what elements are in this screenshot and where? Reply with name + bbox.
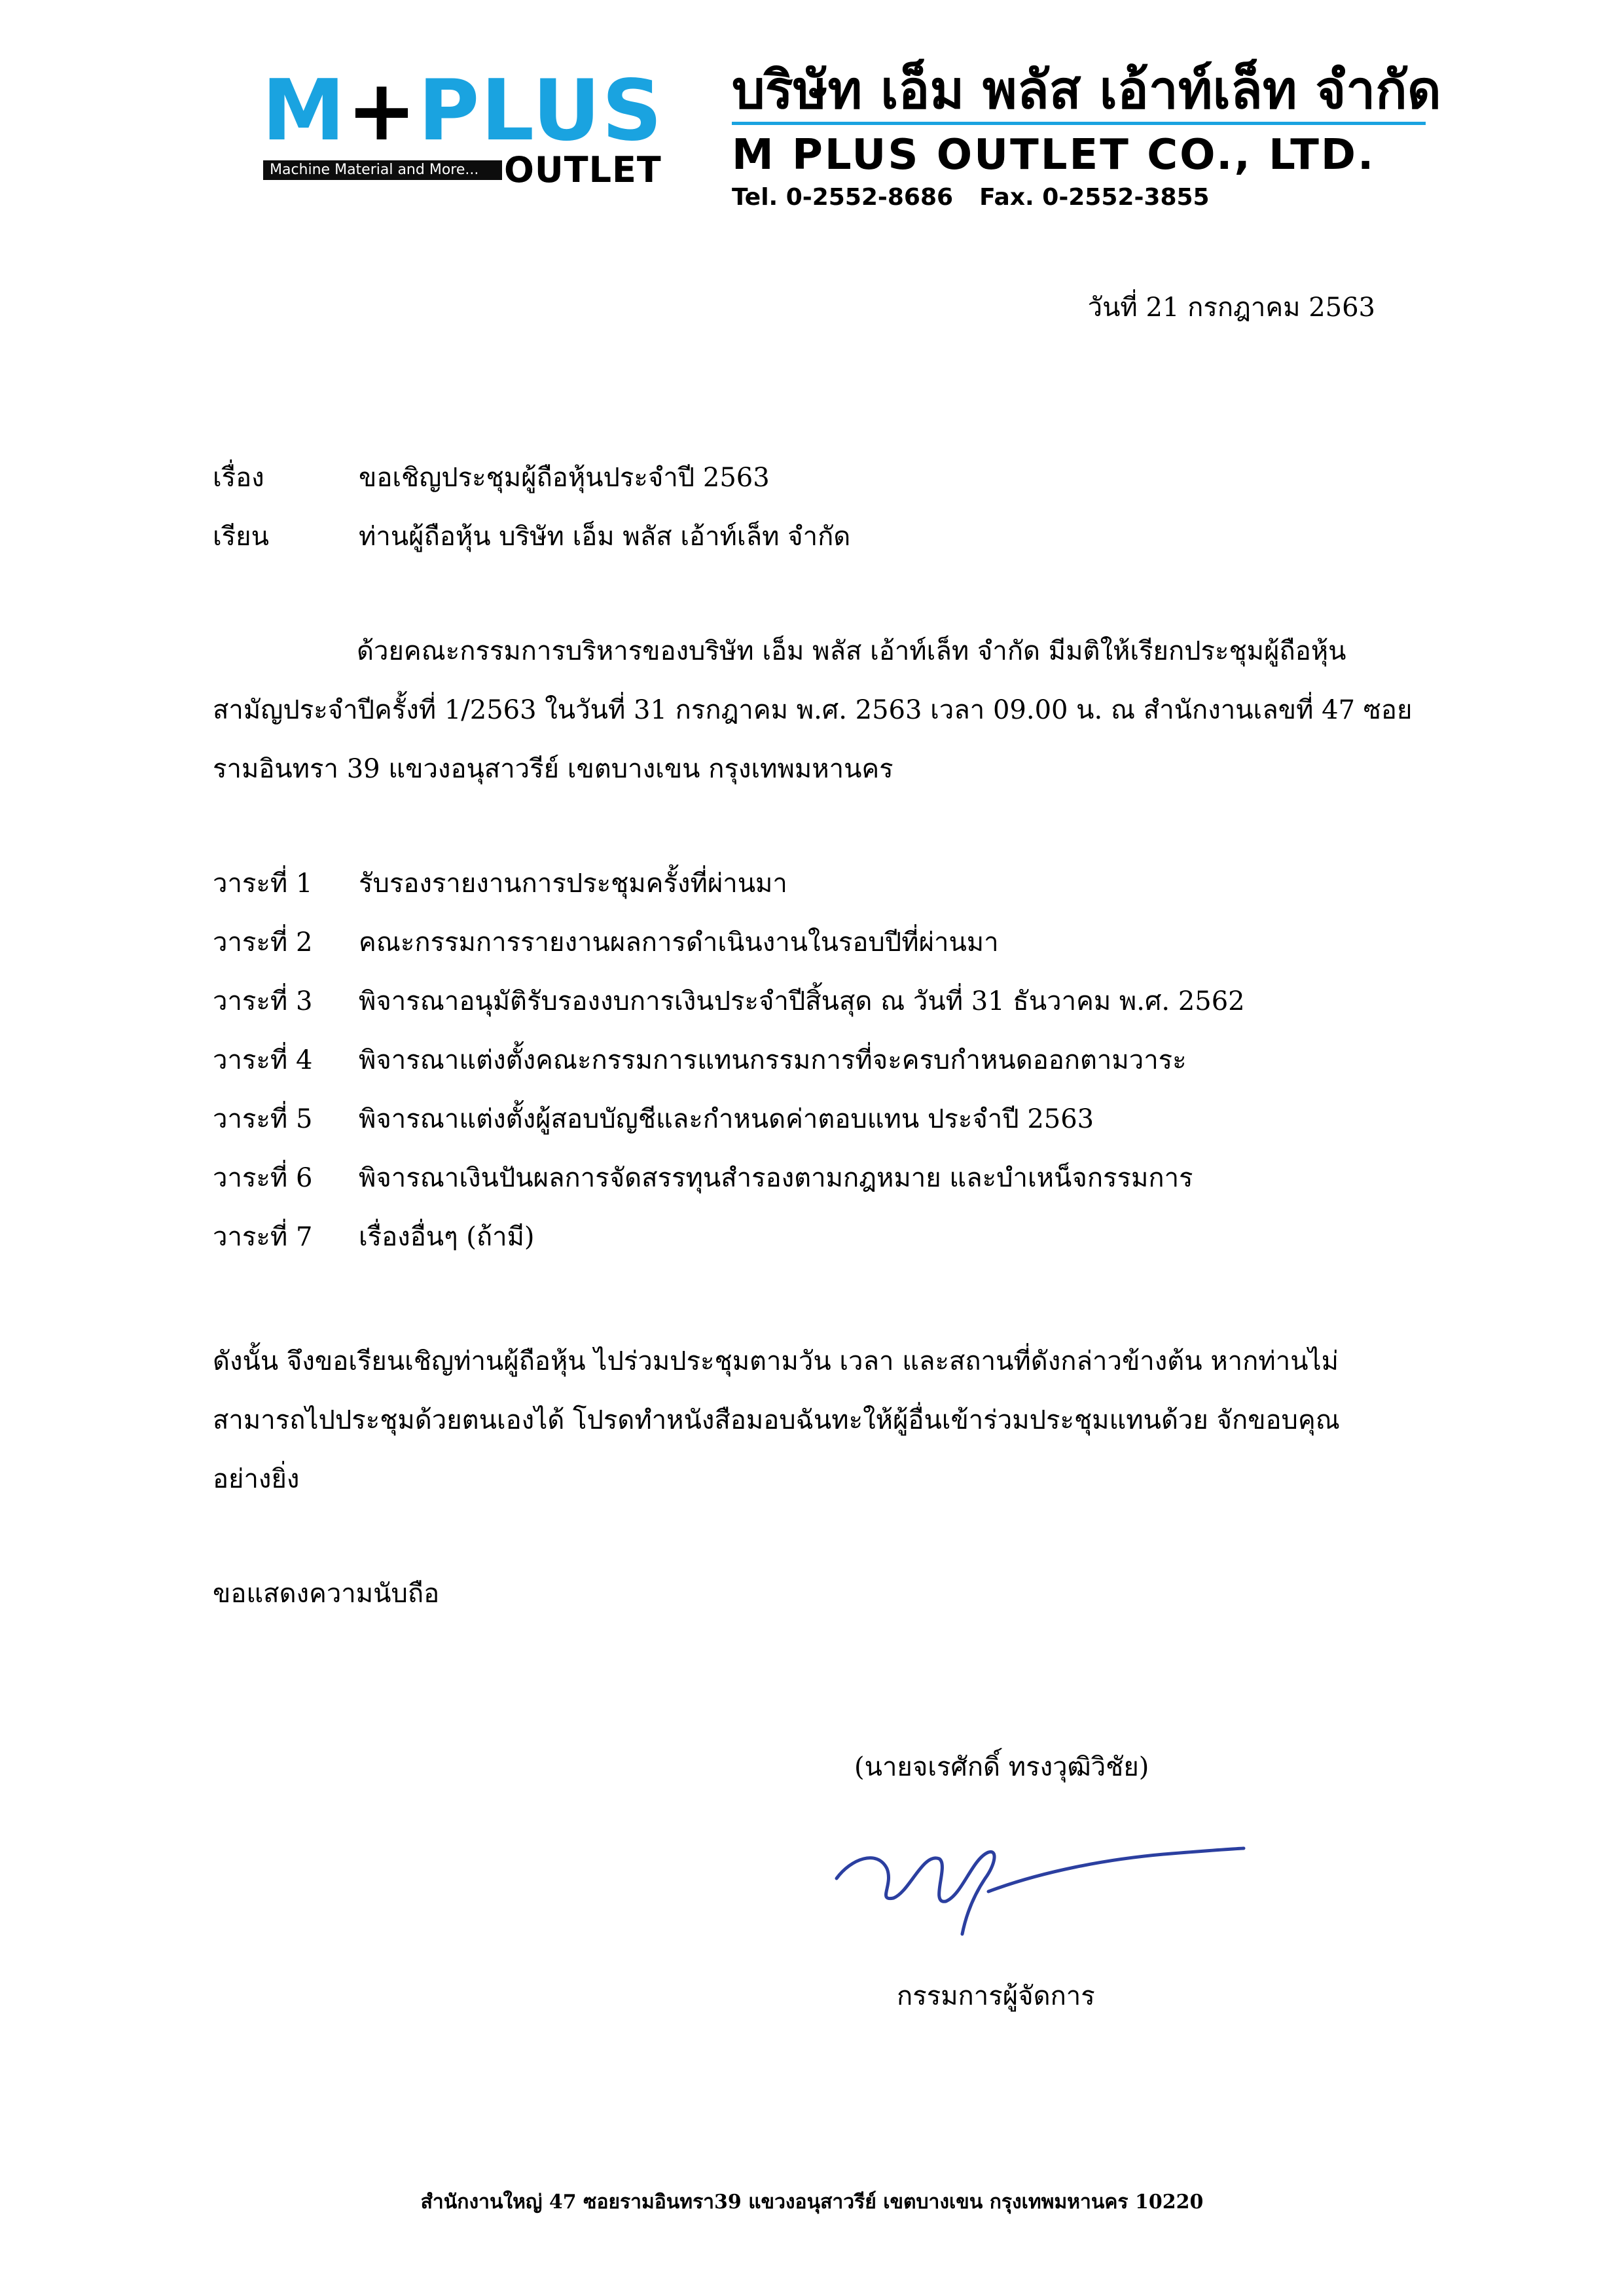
header-rule [732,122,1426,125]
footer-address: สำนักงานใหญ่ 47 ซอยรามอินทรา39 แขวงอนุสาวรีย์ เขตบางเขน กรุงเทพมหานคร 10220 [420,2191,1204,2214]
subject-value: ขอเชิญประชุมผู้ถือหุ้นประจำปี 2563 [359,463,770,493]
signature-image [831,1813,1250,1970]
company-name-english: M PLUS OUTLET CO., LTD. [732,131,1376,179]
agenda-number: วาระที่ 3 [213,986,313,1016]
recipient-label: เรียน [213,522,269,552]
intro-line-1: ด้วยคณะกรรมการบริหารของบริษัท เอ็ม พลัส เอ้าท์เล็ท จำกัด มีมติให้เรียกประชุมผู้ถือหุ้น [357,636,1346,666]
agenda-text: พิจารณาแต่งตั้งคณะกรรมการแทนกรรมการที่จะครบกำหนดออกตามวาระ [359,1045,1187,1075]
agenda-number: วาระที่ 2 [213,927,313,958]
agenda-text: พิจารณาอนุมัติรับรองงบการเงินประจำปีสิ้นสุด ณ วันที่ 31 ธันวาคม พ.ศ. 2562 [359,986,1245,1016]
letter-date: วันที่ 21 กรกฎาคม 2563 [1087,293,1375,323]
invitation-line-3: อย่างยิ่ง [213,1464,300,1494]
agenda-item [213,864,1391,923]
agenda-number: วาระที่ 7 [213,1222,313,1252]
agenda-item [213,923,1391,982]
company-tel: Tel. 0-2552-8686 [732,184,954,211]
agenda-number: วาระที่ 5 [213,1104,313,1134]
agenda-number: วาระที่ 6 [213,1163,313,1193]
agenda-item [213,982,1391,1041]
subject-label: เรื่อง [213,463,264,493]
agenda-item [213,1041,1391,1100]
logo-plus-word: PLUS [418,62,664,160]
signature-stroke [837,1852,994,1934]
agenda-number: วาระที่ 1 [213,869,313,899]
intro-line-3: รามอินทรา 39 แขวงอนุสาวรีย์ เขตบางเขน กรุงเทพมหานคร [213,754,893,784]
agenda-text: คณะกรรมการรายงานผลการดำเนินงานในรอบปีที่ผ่านมา [359,927,999,958]
agenda-item [213,1158,1391,1217]
agenda-item [213,1100,1391,1158]
logo-tagline: Machine Material and More... [263,160,502,180]
intro-line-2: สามัญประจำปีครั้งที่ 1/2563 ในวันที่ 31 กรกฎาคม พ.ศ. 2563 เวลา 09.00 น. ณ สำนักงานเลขที่ 47 ซอย [213,695,1413,725]
invitation-paragraph [213,1332,1447,1509]
logo-wordmark [262,62,664,160]
company-logo [262,62,674,190]
recipient-value: ท่านผู้ถือหุ้น บริษัท เอ็ม พลัส เอ้าท์เล็ท จำกัด [359,522,851,552]
logo-outlet: OUTLET [504,149,662,190]
agenda-text: รับรองรายงานการประชุมครั้งที่ผ่านมา [359,869,787,899]
agenda-text: พิจารณาเงินปันผลการจัดสรรทุนสำรองตามกฎหมาย และบำเหน็จกรรมการ [359,1163,1193,1193]
invitation-line-2: สามารถไปประชุมด้วยตนเองได้ โปรดทำหนังสือมอบฉันทะให้ผู้อื่นเข้าร่วมประชุมแทนด้วย จักขอบคุณ [213,1405,1340,1435]
signer-name: (นายจเรศักดิ์ ทรงวุฒิวิชัย) [854,1752,1149,1782]
agenda-text: พิจารณาแต่งตั้งผู้สอบบัญชีและกำหนดค่าตอบแทน ประจำปี 2563 [359,1104,1094,1134]
agenda-list [213,864,1391,1276]
logo-plus-sign: + [346,62,418,160]
company-header [732,60,1439,214]
company-contact [732,181,1439,214]
invitation-line-1: ดังนั้น จึงขอเรียนเชิญท่านผู้ถือหุ้น ไปร่วมประชุมตามวัน เวลา และสถานที่ดังกล่าวข้างต้น หากท่านไม่ [213,1346,1339,1376]
company-fax: Fax. 0-2552-3855 [979,184,1210,211]
signature-flourish [988,1848,1244,1892]
agenda-text: เรื่องอื่นๆ (ถ้ามี) [359,1222,535,1252]
agenda-item [213,1217,1391,1276]
closing-phrase: ขอแสดงความนับถือ [213,1579,440,1609]
company-name-thai: บริษัท เอ็ม พลัส เอ้าท์เล็ท จำกัด [732,60,1441,120]
agenda-number: วาระที่ 4 [213,1045,313,1075]
logo-m: M [262,62,347,160]
signer-position: กรรมการผู้จัดการ [897,1981,1095,2011]
intro-paragraph [213,622,1447,798]
